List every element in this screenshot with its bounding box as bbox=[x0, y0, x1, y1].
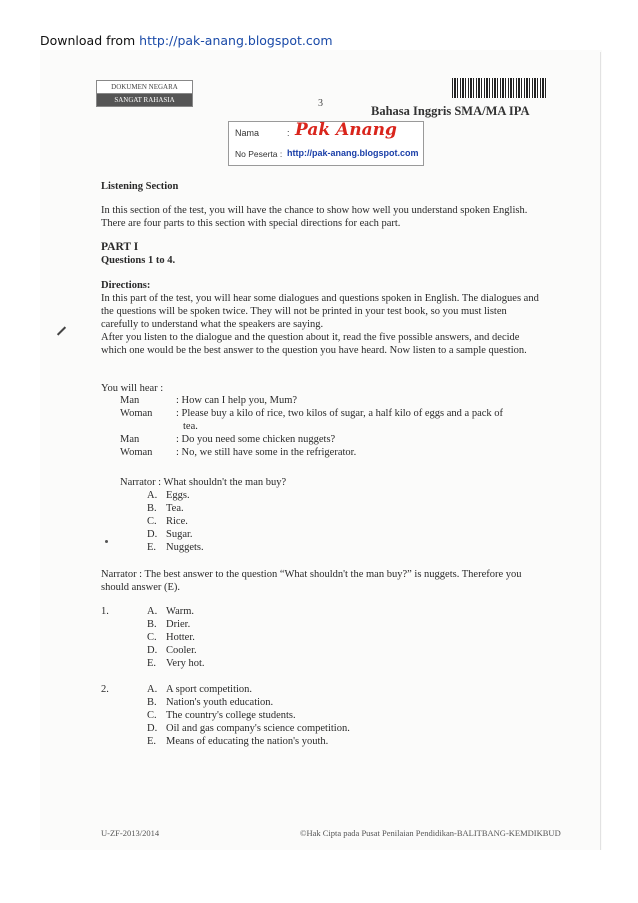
narrator-question: Narrator : What shouldn't the man buy? bbox=[120, 477, 287, 488]
question-option: A. Warm. bbox=[147, 606, 195, 617]
question-option: B. Nation's youth education. bbox=[147, 697, 274, 708]
name-label: Nama bbox=[235, 128, 260, 138]
dialogue-line: Man : How can I help you, Mum? bbox=[120, 395, 298, 406]
download-prefix: Download from bbox=[40, 33, 140, 48]
name-colon: : bbox=[287, 128, 290, 138]
sample-option: C. Rice. bbox=[147, 516, 188, 527]
listening-intro: In this section of the test, you will have the chance to show how well you understand spoken English. There are four parts to this section with special directions for each part. bbox=[101, 205, 528, 229]
footer-copyright: ©Hak Cipta pada Pusat Penilaian Pendidikan-BALITBANG-KEMDIKBUD bbox=[300, 828, 561, 838]
question-option: D. Oil and gas company's science competition. bbox=[147, 723, 350, 734]
part-questions: Questions 1 to 4. bbox=[101, 255, 176, 266]
download-link[interactable]: http://pak-anang.blogspot.com bbox=[139, 33, 333, 48]
footer-code: U-ZF-2013/2014 bbox=[101, 828, 160, 838]
dialogue-line: Woman : No, we still have some in the refrigerator. bbox=[120, 447, 357, 458]
question-option: E. Very hot. bbox=[147, 658, 205, 669]
pen-dot bbox=[105, 540, 108, 543]
sample-option: D. Sugar. bbox=[147, 529, 193, 540]
question-number: 2. bbox=[101, 684, 109, 695]
id-label: No Peserta : bbox=[235, 149, 283, 159]
sample-option: E. Nuggets. bbox=[147, 542, 204, 553]
dialogue-line: Woman : Please buy a kilo of rice, two kilos of sugar, a half kilo of eggs and a pack of bbox=[120, 408, 504, 419]
name-stamp bbox=[228, 121, 424, 166]
directions-paragraph-1: In this part of the test, you will hear some dialogues and questions spoken in English. The dialogues and the questions will be spoken twice. They will not be printed in your test book, so you must listen carefully to understand what the speakers are saying. bbox=[101, 293, 539, 330]
sample-option: B. Tea. bbox=[147, 503, 184, 514]
name-value: Pak Anang bbox=[295, 120, 397, 140]
subject-title: Bahasa Inggris SMA/MA IPA bbox=[371, 104, 530, 118]
document-classification-box bbox=[96, 80, 193, 107]
page-number: 3 bbox=[318, 98, 323, 109]
download-banner bbox=[40, 33, 333, 48]
question-option: D. Cooler. bbox=[147, 645, 197, 656]
dialogue-line: Man : Do you need some chicken nuggets? bbox=[120, 434, 336, 445]
you-will-hear: You will hear : bbox=[101, 383, 164, 394]
sample-option: A. Eggs. bbox=[147, 490, 190, 501]
question-option: A. A sport competition. bbox=[147, 684, 253, 695]
question-option: C. Hotter. bbox=[147, 632, 195, 643]
id-value: http://pak-anang.blogspot.com bbox=[287, 148, 419, 158]
listening-title: Listening Section bbox=[101, 181, 179, 192]
part-title: PART I bbox=[101, 241, 139, 253]
doc-label: DOKUMEN NEGARA bbox=[97, 81, 192, 94]
question-option: B. Drier. bbox=[147, 619, 191, 630]
page-edge bbox=[600, 52, 601, 850]
directions-title: Directions: bbox=[101, 280, 151, 291]
directions-paragraph-2: After you listen to the dialogue and the question about it, read the five possible answers, and decide which one would be the best answer to the question you have heard. Now listen to a sample question. bbox=[101, 332, 527, 356]
answer-note: Narrator : The best answer to the question “What shouldn't the man buy?” is nuggets. Therefore you should answer (E). bbox=[101, 569, 522, 593]
barcode bbox=[452, 78, 547, 98]
question-number: 1. bbox=[101, 606, 109, 617]
secret-label: SANGAT RAHASIA bbox=[97, 94, 192, 106]
dialogue-line: tea. bbox=[183, 421, 198, 432]
question-option: E. Means of educating the nation's youth. bbox=[147, 736, 329, 747]
question-option: C. The country's college students. bbox=[147, 710, 296, 721]
